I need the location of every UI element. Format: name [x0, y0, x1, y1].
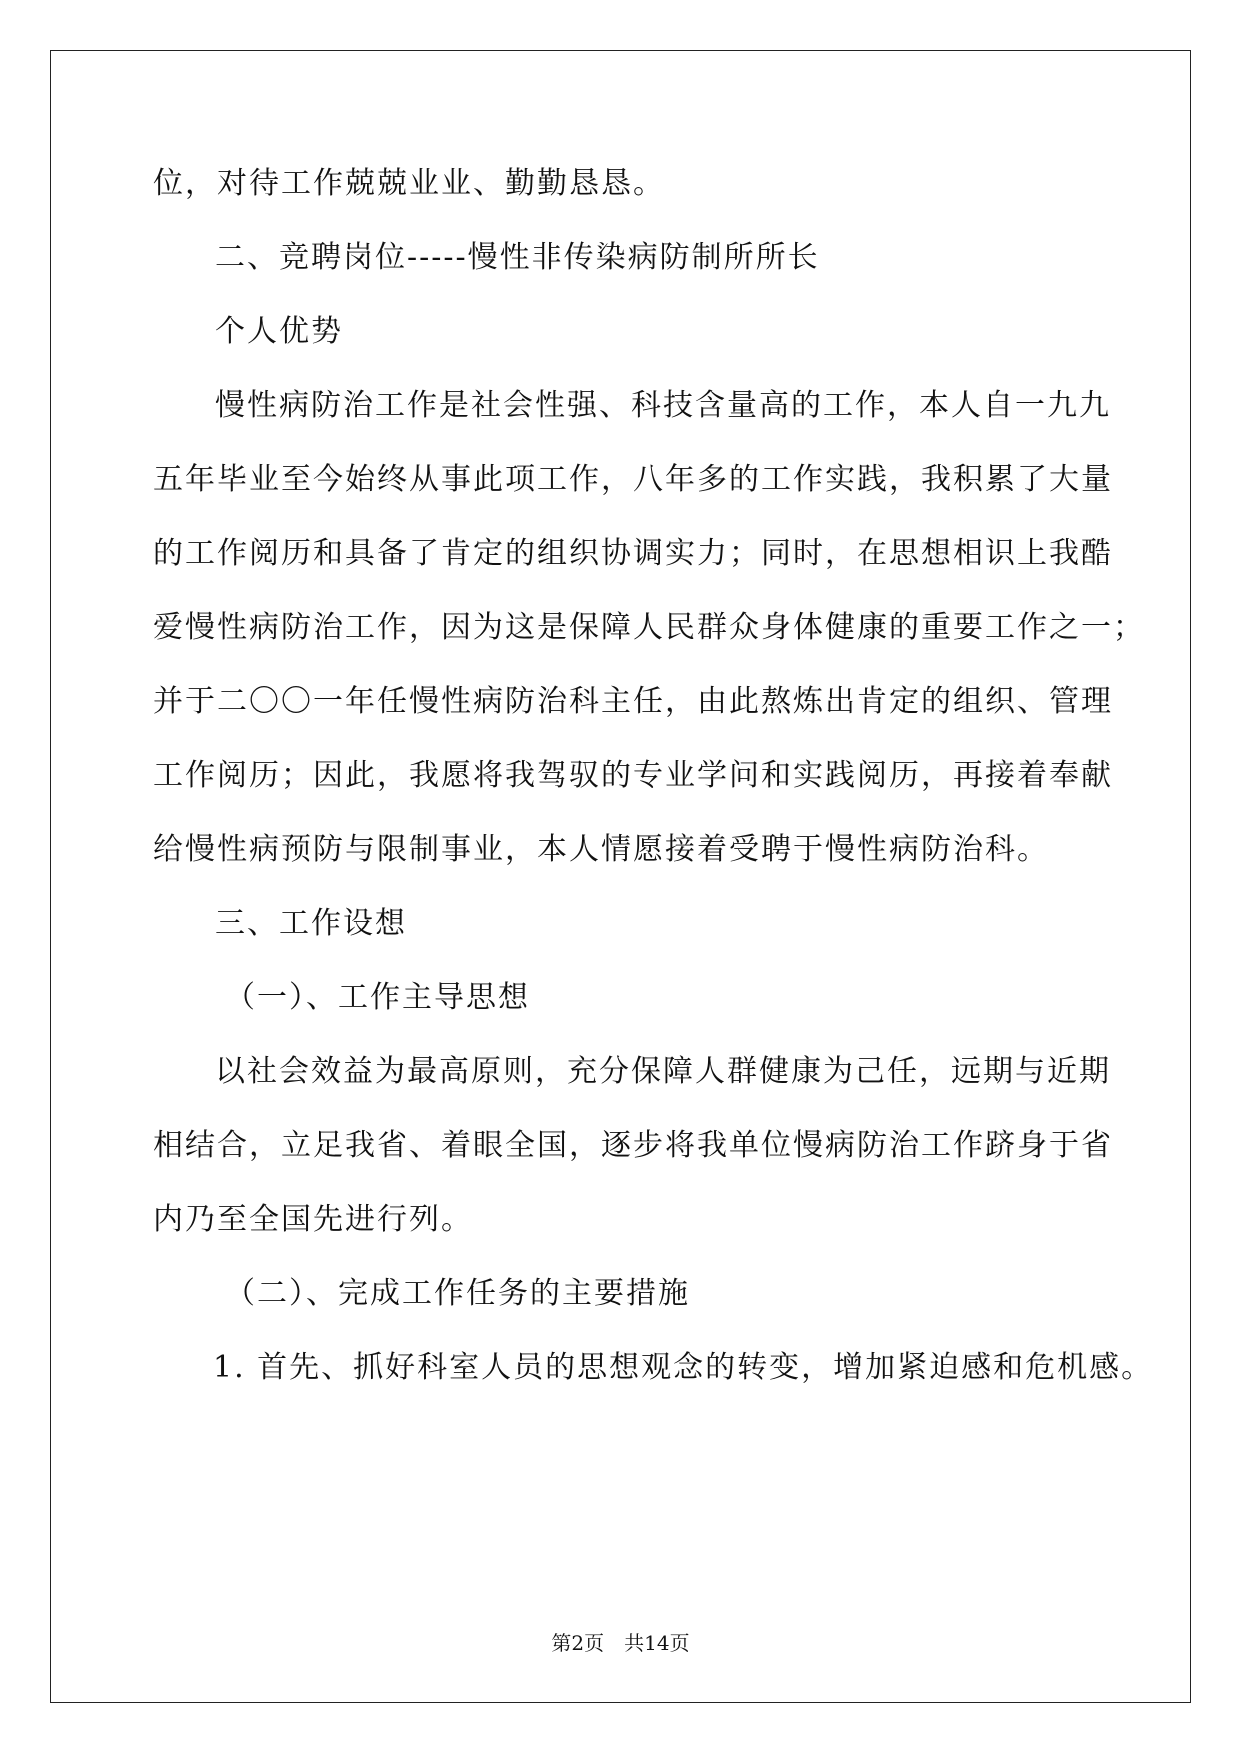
subheading: （一）、工作主导思想 [225, 980, 530, 1015]
paragraph-line: 的工作阅历和具备了肯定的组织协调实力；同时，在思想相识上我酷 [153, 536, 1113, 571]
paragraph-line: 相结合，立足我省、着眼全国，逐步将我单位慢病防治工作跻身于省 [153, 1128, 1113, 1163]
paragraph-line: 并于二〇〇一年任慢性病防治科主任，由此熬炼出肯定的组织、管理 [153, 684, 1113, 719]
paragraph-line: 位，对待工作兢兢业业、勤勤恳恳。 [153, 166, 665, 201]
subheading: 个人优势 [215, 314, 343, 349]
page-border [50, 50, 1191, 1703]
paragraph-line: 以社会效益为最高原则，充分保障人群健康为己任，远期与近期 [215, 1054, 1111, 1089]
list-item: 1. 首先、抓好科室人员的思想观念的转变，增加紧迫感和危机感。 [213, 1350, 1154, 1385]
paragraph-line: 五年毕业至今始终从事此项工作，八年多的工作实践，我积累了大量 [153, 462, 1113, 497]
paragraph-line: 慢性病防治工作是社会性强、科技含量高的工作，本人自一九九 [215, 388, 1111, 423]
page-number-footer: 第2页 共14页 [551, 1631, 690, 1655]
paragraph-line: 爱慢性病防治工作，因为这是保障人民群众身体健康的重要工作之一； [153, 610, 1145, 645]
paragraph-line: 工作阅历；因此，我愿将我驾驭的专业学问和实践阅历，再接着奉献 [153, 758, 1113, 793]
subheading: （二）、完成工作任务的主要措施 [225, 1276, 690, 1311]
section-heading: 二、竞聘岗位-----慢性非传染病防制所所长 [215, 240, 820, 275]
paragraph-line: 给慢性病预防与限制事业，本人情愿接着受聘于慢性病防治科。 [153, 832, 1049, 867]
section-heading: 三、工作设想 [215, 906, 407, 941]
paragraph-line: 内乃至全国先进行列。 [153, 1202, 473, 1237]
